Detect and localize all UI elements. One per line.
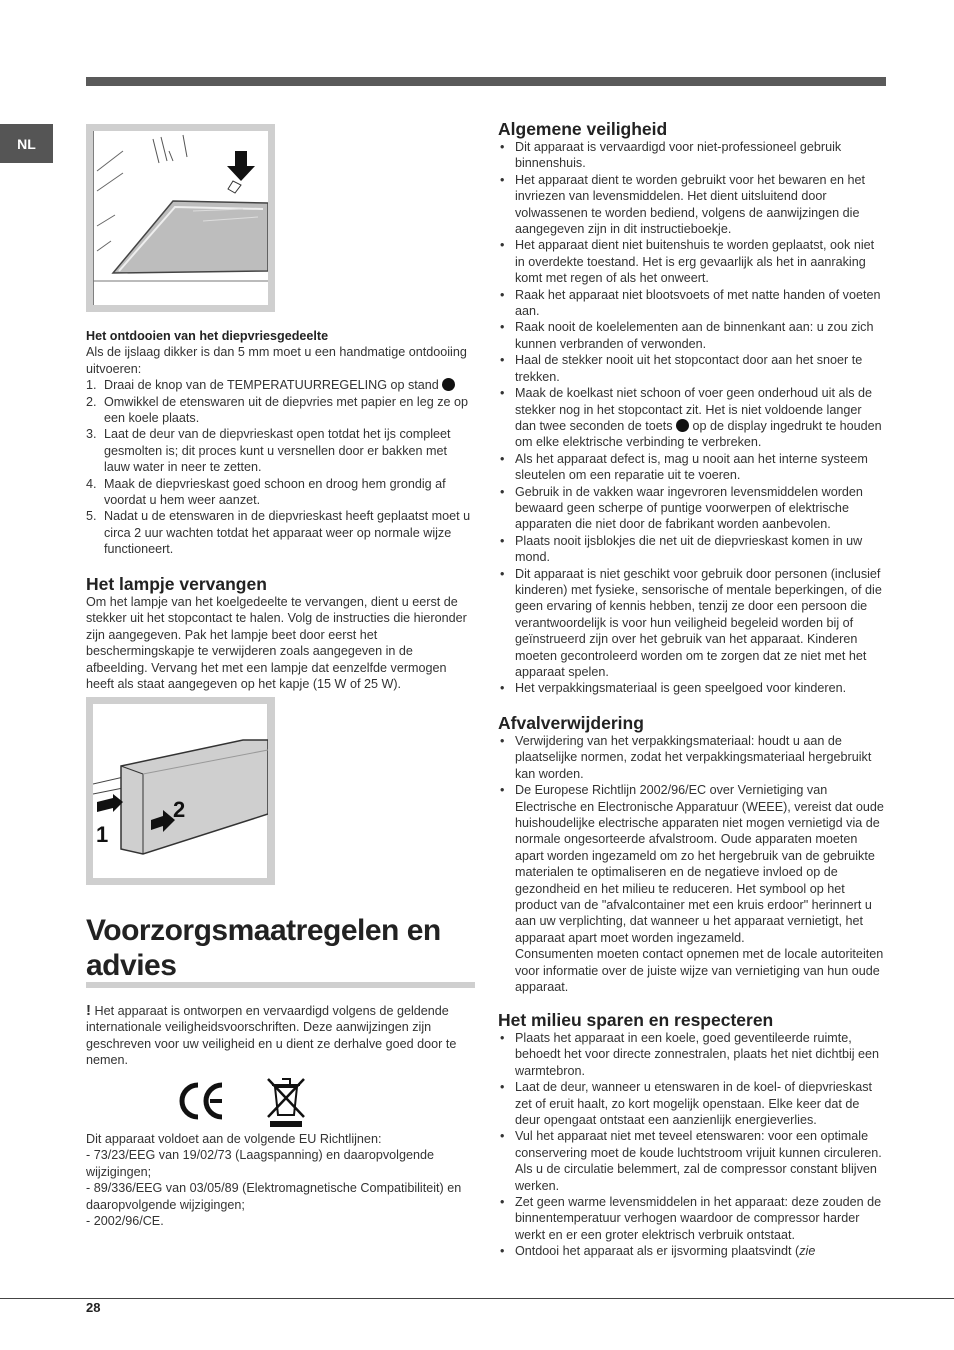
list-item: • Het verpakkingsmateriaal is geen speelgoed voor kinderen. (498, 680, 886, 696)
directive-item: - 89/336/EEG van 03/05/89 (Elektromagnetische Compatibiliteit) en daaropvolgende wijzigingen; (86, 1181, 462, 1212)
list-item: • Haal de stekker nooit uit het stopcontact door aan het snoer te trekken. (498, 352, 886, 385)
page-title: Voorzorgsmaatregelen en advies (86, 914, 441, 982)
list-item: • Raak het apparaat niet blootsvoets of met natte handen of voeten aan. (498, 287, 886, 320)
page-number: 28 (86, 1300, 101, 1315)
safety-heading: Algemene veiligheid (498, 119, 668, 139)
list-item: 3. Laat de deur van de diepvrieskast open totdat het ijs compleet gesmolten is; dit proces kunt u versnellen door er bakken met lauw water in neer te zetten. (86, 427, 451, 475)
list-item: • Zet geen warme levensmiddelen in het apparaat: deze zouden de binnentemperatuur verhogen waardoor de compressor harder werkt en er een groter elektrisch verbruik ontstaat. (498, 1194, 886, 1243)
list-item: • Maak de koelkast niet schoon of voer geen onderhoud uit als de stekker nog in het stopcontact zit. Het is niet voldoende langer dan twee seconden de toets op de display ingedrukt te houden om elke elektrische verbinding te verbreken. (498, 385, 886, 451)
title-underline (86, 982, 475, 988)
weee-bin-icon (268, 1079, 304, 1127)
list-item: • De Europese Richtlijn 2002/96/EC over Vernietiging van Electrische en Electronische Apparatuur (WEEE), vereist dat oude huishoudelijke electrische apparaten niet mogen vernietigd via de normale ongesorteerde afvalstroom. Oude apparaten moeten apart worden ingezameld om zo het hergebruik van de gebruikte materialen te optimaliseren en de negatieve invloed op de gezondheid en het milieu te reduceren. Het symbool op het product van de "afvalcontainer met een kruis erdoor" herinnert u aan uw verplichting, dat wanneer u het apparaat vernietigt, het apparaat apart moet worden ingezameld. Consumenten moeten contact opnemen met de locale autoriteiten voor informatie over de juiste wijze van vernietiging van hun oude apparaat. (498, 782, 886, 995)
list-item: 2. Omwikkel de etenswaren uit de diepvries met papier en leg ze op een koele plaats. (86, 394, 469, 426)
lamp-figure (86, 697, 275, 885)
list-item: • Plaats het apparaat in een koele, goed geventileerde ruimte, behoedt het voor directe zonnestralen, plaats het niet dichtbij een warmtebron. (498, 1030, 886, 1079)
lamp-section (86, 574, 476, 692)
list-item: • Gebruik in de vakken waar ingevroren levensmiddelen worden bewaard geen scherpe of puntige voorwerpen of elektrische apparaten die niet door de fabrikant worden aanbevolen. (498, 484, 886, 533)
lamp-text: Om het lampje van het koelgedeelte te vervangen, dient u eerst de stekker uit het stopcontact te halen. Volg de instructies die hieronder zijn aangegeven. Pak het lampje beet door eerst het beschermingskapje te verwijderen zoals aangegeven in de afbeelding. Vervang het met een lampje dat eenzelfde vermogen heeft als staat aangegeven op het kapje (15 W of 25 W). (86, 595, 467, 692)
button-dot-icon (676, 419, 689, 432)
directives-intro: Dit apparaat voldoet aan de volgende EU Richtlijnen: (86, 1132, 382, 1146)
directive-item: - 73/23/EEG van 19/02/73 (Laagspanning) en daaropvolgende wijzigingen; (86, 1148, 434, 1179)
defrost-figure (86, 124, 275, 312)
list-item: • Ontdooi het apparaat als er ijsvorming plaatsvindt (zie (498, 1243, 886, 1259)
directives-section (86, 1131, 476, 1229)
safety-list (498, 139, 886, 697)
environment-heading: Het milieu sparen en respecteren (498, 1010, 774, 1030)
defrost-steps (86, 377, 476, 557)
list-item: • Dit apparaat is vervaardigd voor niet-professioneel gebruik binnenshuis. (498, 139, 886, 172)
defrost-section (86, 328, 476, 558)
list-item: • Raak nooit de koelelementen aan de binnenkant aan: u zou zich kunnen verbranden of verwonden. (498, 319, 886, 352)
list-item: 1. Draai de knop van de TEMPERATUURREGELING op stand (86, 377, 476, 393)
directive-item: - 2002/96/CE. (86, 1214, 164, 1229)
disposal-extra: Consumenten moeten contact opnemen met de locale autoriteiten voor informatie over de juiste wijze van vernietiging van hun oude apparaat. (515, 947, 884, 995)
certification-marks (176, 1075, 316, 1127)
ce-mark-icon (182, 1085, 222, 1117)
list-item: • Laat de deur, wanneer u etenswaren in de koel- of diepvrieskast zet of eruit haalt, zo kort mogelijk openstaan. Elke keer dat de deur opengaat ontstaat een aanzienlijk energieverlies. (498, 1079, 886, 1128)
lamp-heading: Het lampje vervangen (86, 574, 267, 594)
language-tab: NL (0, 124, 53, 163)
environment-list (498, 1030, 886, 1260)
safety-section (498, 119, 886, 697)
step-1-label: 1 (96, 822, 109, 847)
warning-text: ! Het apparaat is ontworpen en vervaardigd volgens de geldende internationale veiligheidsvoorschriften. Deze aanwijzingen zijn geschreven voor uw veiligheid en u dient ze derhalve goed door te nemen. (86, 1002, 457, 1068)
list-item: • Verwijdering van het verpakkingsmateriaal: houdt u aan de plaatselijke normen, zodat het verpakkingsmateriaal hergebruikt kan worden. (498, 733, 886, 782)
setting-dot-icon (442, 378, 455, 391)
list-item: • Het apparaat dient te worden gebruikt voor het bewaren en het invriezen van levensmiddelen. Het dient uitsluitend door volwassenen te worden bediend, volgens de aanwijzingen die aangegeven zijn in dit instructieboekje. (498, 172, 886, 238)
list-item: 5. Nadat u de etenswaren in de diepvrieskast heeft geplaatst moet u circa 2 uur wachten totdat het apparaat weer op normale wijze functioneert. (86, 509, 471, 557)
warning-icon: ! (86, 1002, 91, 1019)
list-item: • Als het apparaat defect is, mag u nooit aan het interne systeem sleutelen om een reparatie uit te voeren. (498, 451, 886, 484)
step-2-label: 2 (173, 797, 186, 822)
disposal-section (498, 713, 886, 996)
list-item: • Plaats nooit ijsblokjes die net uit de diepvrieskast komen in uw mond. (498, 533, 886, 566)
bottom-rule (0, 1298, 954, 1299)
disposal-heading: Afvalverwijdering (498, 713, 644, 733)
list-item: • Vul het apparaat niet met teveel etenswaren: voor een optimale conservering moet de koude luchtstroom vrijuit kunnen circuleren. Als u de circulatie belemmert, zal de compressor constant blijven werken. (498, 1128, 886, 1194)
disposal-list (498, 733, 886, 996)
defrost-heading: Het ontdooien van het diepvriesgedeelte (86, 329, 329, 343)
list-item: • Dit apparaat is niet geschikt voor gebruik door personen (inclusief kinderen) met fysieke, sensorische of mentale beperkingen, of die geen ervaring of kennis hebben, tenzij ze door een persoon die verantwoordelijk is voor hun veiligheid begeleid worden bij of geïnstrueerd zijn over het gebruik van het apparaat. Kinderen moeten gecontroleerd worden om te zorgen dat ze niet met het apparaat spelen. (498, 566, 886, 681)
list-item: 4. Maak de diepvrieskast goed schoon en droog hem grondig af voordat u hem weer aanzet. (86, 476, 446, 508)
precautions-intro (86, 1003, 476, 1069)
top-rule (86, 77, 886, 86)
environment-section (498, 1010, 886, 1260)
list-item: • Het apparaat dient niet buitenshuis te worden geplaatst, ook niet in overdekte toestand. Het is erg gevaarlijk als het in aanraking komt met regen of als het onweert. (498, 237, 886, 286)
defrost-intro: Als de ijslaag dikker is dan 5 mm moet u een handmatige ontdooiing uitvoeren: (86, 345, 467, 376)
